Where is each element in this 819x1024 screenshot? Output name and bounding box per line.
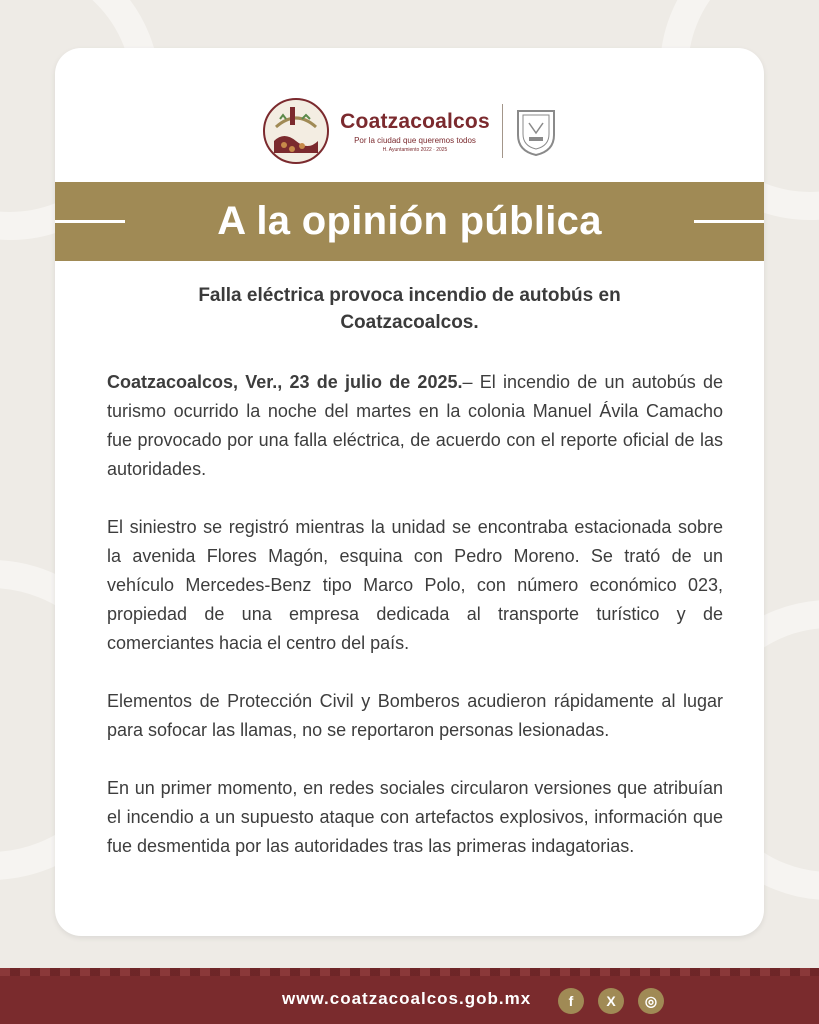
footer: [0, 968, 819, 1024]
brand-tagline: Por la ciudad que queremos todos: [354, 135, 476, 145]
paragraph-1: [107, 368, 723, 484]
paragraph-3: Elementos de Protección Civil y Bomberos acudieron rápidamente al lugar para sofocar las llamas, no se reportaron personas lesionadas.: [107, 691, 723, 740]
title-banner: [55, 182, 764, 261]
footer-pattern: [0, 968, 819, 976]
website-link[interactable]: www.coatzacoalcos.gob.mx: [282, 989, 532, 1008]
government-seal-icon: [515, 105, 557, 157]
header: [55, 76, 764, 186]
logo-divider: [502, 104, 503, 158]
banner-line-right: [694, 220, 764, 223]
x-icon[interactable]: X: [598, 988, 624, 1014]
facebook-icon[interactable]: f: [558, 988, 584, 1014]
headline: Falla eléctrica provoca incendio de autobús en Coatzacoalcos.: [198, 285, 621, 333]
banner-title: A la opinión pública: [217, 199, 602, 243]
paragraph-1-text: – El incendio de un autobús de turismo ocurrido la noche del martes en la colonia Manuel Ávila Camacho fue provocado por una falla eléctrica, de acuerdo con el reporte oficial de las autoridades.: [107, 372, 723, 479]
brand-subline: H. Ayuntamiento 2022 · 2025: [382, 146, 448, 153]
article-body: [107, 368, 723, 890]
paragraph-2: El siniestro se registró mientras la unidad se encontraba estacionada sobre la avenida Flores Magón, esquina con Pedro Moreno. Se trató de un vehículo Mercedes-Benz tipo Marco Polo, con número económico 023, propiedad de una empresa dedicada al transporte turístico y de comerciantes hacia el centro del país.: [107, 517, 723, 653]
paragraph-4: En un primer momento, en redes sociales circularon versiones que atribuían el incendio a un supuesto ataque con artefactos explosivos, información que fue desmentida por las autoridades tras las primeras indagatorias.: [107, 778, 723, 856]
brand-name: Coatzacoalcos: [340, 109, 490, 133]
dateline: Coatzacoalcos, Ver., 23 de julio de 2025.: [107, 372, 463, 392]
banner-line-left: [55, 220, 125, 223]
logo: [262, 97, 557, 165]
statement-card: [55, 48, 764, 936]
city-emblem-icon: [262, 97, 330, 165]
instagram-icon[interactable]: ◎: [638, 988, 664, 1014]
brand-text: [340, 110, 490, 153]
